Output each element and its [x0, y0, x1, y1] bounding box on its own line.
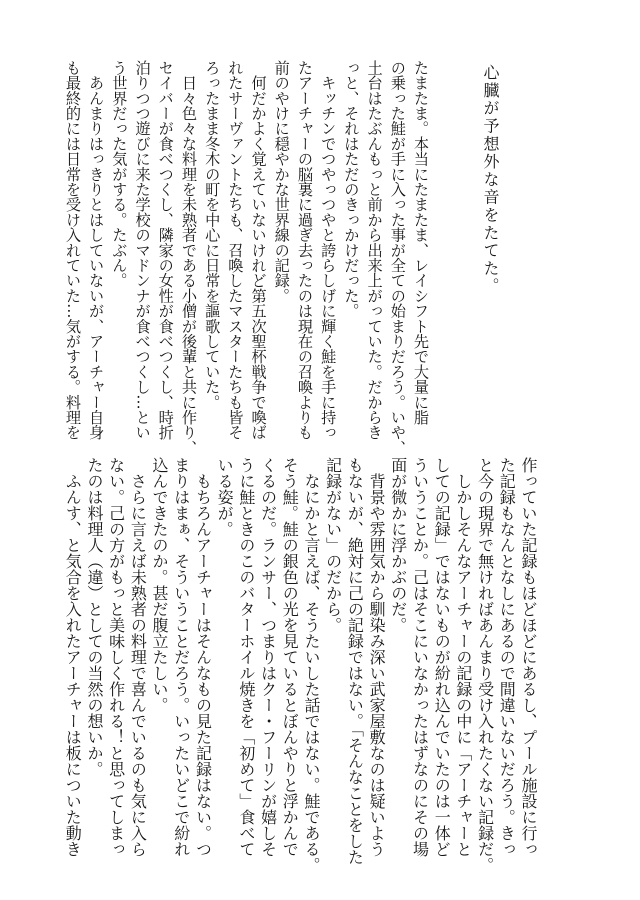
- text-column: た記録もなんとなしにあるので間違いないだろう。きっ: [497, 457, 517, 857]
- text-column: 前のやけに穏やかな世界線の記録。: [272, 60, 291, 304]
- text-column: しかしそんなアーチャーの記録の中に「アーチャーと: [453, 457, 473, 857]
- text-column: の乗った鮭が手に入った事が全ての始まりだろう。いや、: [388, 60, 407, 456]
- text-column: 作っていた記録もほどほどにあるし、プール施設に行っ: [519, 457, 538, 857]
- text-column: うに鮭ときのこのバターホイル焼きを「初めて」食べて: [236, 457, 256, 857]
- text-column: ない。己の方がもっと美味しく作れる！と思ってしまっ: [106, 457, 126, 857]
- text-column: キッチンでつやっつやと誇らしげに輝く鮭を手に持っ: [319, 60, 338, 441]
- text-column: 何だかよく覚えていないけれど第五次聖杯戦争で喚ば: [249, 60, 268, 440]
- text-column: ういうことか。己はそこにいなかったはずなのにその場: [410, 457, 430, 857]
- text-column: う世界だった気がする。たぶん。: [110, 60, 129, 288]
- upper-text-block: [60, 60, 432, 460]
- text-column: 土台はたぶんもっと前から出来上がっていた。だからき: [365, 60, 384, 440]
- lower-text-block: [61, 457, 539, 877]
- text-column: ふんす、と気合を入れたアーチャーは板についた動き: [63, 457, 83, 857]
- text-column: ろったまま冬木の町を中心に日常を謳歌していた。: [203, 60, 222, 410]
- text-column: 背景や雰囲気から馴染み深い武家屋敷なのは疑いよう: [367, 457, 387, 857]
- text-column: まりはまぁ、そういうことだろう。いったいどこで紛れ: [171, 457, 191, 857]
- text-column: たまたま。本当にたまたま、レイシフト先で大量に脂: [412, 60, 430, 425]
- text-column: もちろんアーチャーはそんなもの見た記録はない。つ: [193, 457, 213, 857]
- chapter-title: 心臓が予想外な音をたてた。: [481, 64, 500, 296]
- text-column: セイバーが食べつくし、隣家の女性が食べつくし、時折: [156, 60, 175, 440]
- text-column: 込んできたのか。甚だ腹立たしい。: [150, 457, 170, 713]
- text-column: しての記録」ではないものが紛れ込んでいたのは一体ど: [432, 457, 452, 857]
- text-column: も最終的には日常を受け入れていた…気がする。料理を: [63, 60, 82, 440]
- text-column: 面が微かに浮かぶのだ。: [388, 457, 408, 633]
- text-column: っと、それはただのきっかけだった。: [342, 60, 361, 319]
- text-column: さらに言えば未熟者の料理で喜んでいるのも気に入ら: [128, 457, 148, 857]
- text-column: 記録がない」のだから。: [323, 457, 343, 633]
- text-column: くるのだ。ランサー、つまりはクー・フーリンが嬉しそ: [258, 457, 278, 857]
- text-column: 日々色々な料理を未熟者である小僧が後輩と共に作り、: [179, 60, 198, 456]
- text-column: たのは料理人（違）としての当然の想いか。: [84, 457, 104, 777]
- text-column: いる姿が。: [215, 457, 235, 537]
- text-column: あんまりはっきりとはしていないが、アーチャー自身: [87, 60, 106, 440]
- text-column: と今の現界で無ければあんまり受け入れたくない記録だ。: [475, 457, 495, 873]
- text-column: 泊りつつ遊びに来た学校のマドンナが食べつくし…とい: [133, 60, 152, 440]
- text-column: もないが、絶対に己の記録ではない。「そんなことをした: [345, 457, 365, 865]
- text-column: たアーチャーの脳裏に過ぎ去ったのは現在の召喚よりも: [295, 60, 314, 440]
- text-column: そう鮭。鮭の銀色の光を見ているとぼんやりと浮かんで: [280, 457, 300, 857]
- text-column: れたサーヴァントたちも、召喚したマスターたちも皆そ: [226, 60, 245, 440]
- text-column: なにかと言えば、そうたいした話ではない。鮭である。: [301, 457, 321, 873]
